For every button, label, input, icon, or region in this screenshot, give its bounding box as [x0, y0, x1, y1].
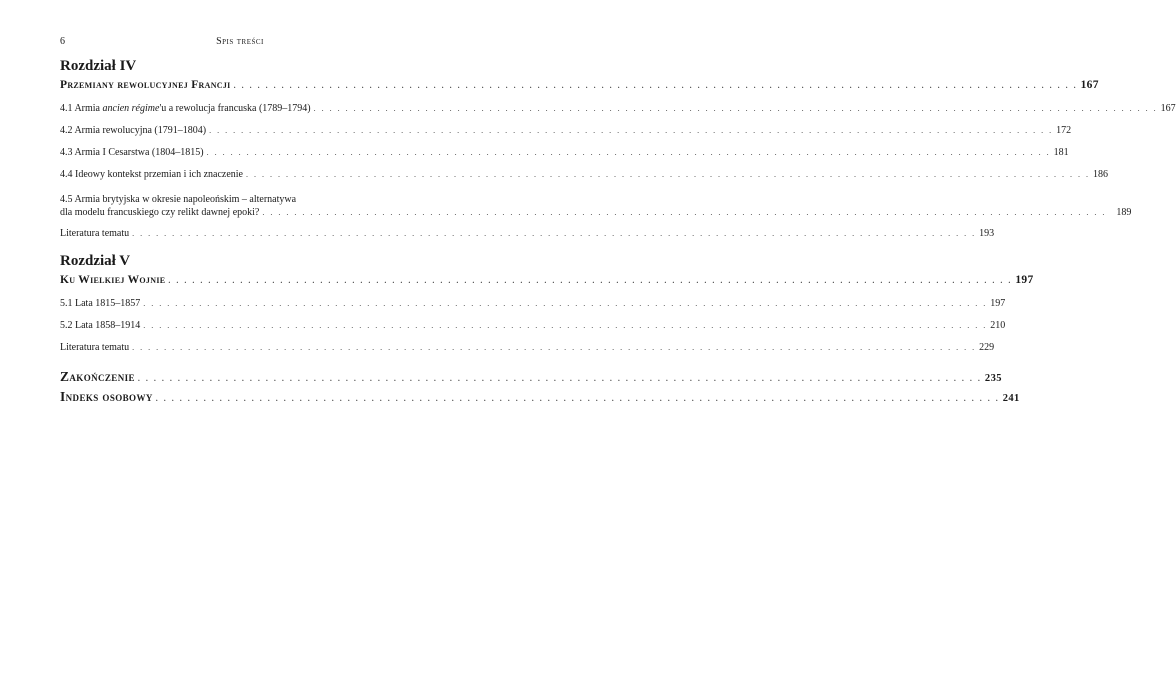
section-4-2[interactable] [60, 120, 1072, 142]
page-ref: 167 [1160, 103, 1176, 114]
literature-label: Literatura tematu [60, 228, 130, 239]
leader-dots [143, 293, 987, 315]
section-title: 5.2 Lata 1858–1914 [60, 320, 141, 331]
literature-label: Literatura tematu [60, 342, 130, 353]
leader-dots [143, 315, 987, 337]
chapter-4-title-entry[interactable] [60, 76, 1099, 94]
leader-dots [209, 120, 1053, 142]
page-ref: 186 [1092, 169, 1108, 180]
leader-dots [262, 206, 1106, 219]
section-4-5[interactable] [60, 191, 1132, 219]
section-4-3[interactable] [60, 142, 1069, 164]
page-ref: 167 [1080, 79, 1099, 91]
running-title: Spis treści [216, 36, 264, 47]
section-title [60, 193, 1131, 219]
page-ref: 193 [979, 228, 995, 239]
chapter-5-title: Ku Wielkiej Wojnie [60, 274, 166, 286]
page-ref: 181 [1053, 147, 1069, 158]
leader-dots [138, 369, 982, 389]
leader-dots [132, 337, 976, 359]
chapter-5-title-entry[interactable] [60, 271, 1034, 289]
leader-dots [156, 389, 1000, 409]
page-ref: 197 [990, 298, 1006, 309]
page-ref: 235 [984, 373, 1002, 384]
page-ref: 241 [1002, 393, 1020, 404]
section-title: 4.2 Armia rewolucyjna (1791–1804) [60, 125, 207, 136]
page-ref: 210 [990, 320, 1006, 331]
chapter-4-title: Przemiany rewolucyjnej Francji [60, 79, 231, 91]
leader-dots [207, 142, 1051, 164]
leader-dots [234, 77, 1078, 95]
italic-term: ancien régime [102, 103, 160, 114]
section-4-1[interactable] [60, 98, 1176, 120]
section-5-2[interactable] [60, 315, 1006, 337]
index-entry[interactable] [60, 387, 1020, 407]
page-ref: 172 [1056, 125, 1072, 136]
section-5-1[interactable] [60, 293, 1006, 315]
section-title: 5.1 Lata 1815–1857 [60, 298, 141, 309]
leader-dots [168, 272, 1012, 290]
page-number: 6 [60, 36, 65, 47]
conclusion-entry[interactable] [60, 367, 1002, 387]
page-ref: 197 [1015, 274, 1034, 286]
leader-dots [246, 164, 1090, 186]
table-of-contents [60, 56, 1176, 407]
section-4-4[interactable] [60, 164, 1108, 186]
chapter-4-literature[interactable] [60, 223, 995, 245]
page-header [60, 36, 420, 50]
leader-dots [132, 223, 976, 245]
chapter-5-literature[interactable] [60, 337, 995, 359]
section-title-line1: 4.5 Armia brytyjska w okresie napoleońskim – alternatywa [60, 194, 297, 205]
index-title: Indeks osobowy [60, 389, 153, 404]
chapter-4-label: Rozdział IV [60, 58, 137, 74]
chapter-5-label: Rozdział V [60, 253, 131, 269]
leader-dots [314, 98, 1158, 120]
page-ref: 229 [979, 342, 995, 353]
section-title: 4.1 Armia ancien régime'u a rewolucja francuska (1789–1794) [60, 103, 311, 114]
section-title: 4.4 Ideowy kontekst przemian i ich znaczenie [60, 169, 243, 180]
section-title: 4.3 Armia I Cesarstwa (1804–1815) [60, 147, 204, 158]
section-title-line2: dla modelu francuskiego czy relikt dawnej epoki? [60, 207, 260, 218]
conclusion-title: Zakończenie [60, 369, 135, 384]
page-ref: 189 [1116, 207, 1132, 218]
